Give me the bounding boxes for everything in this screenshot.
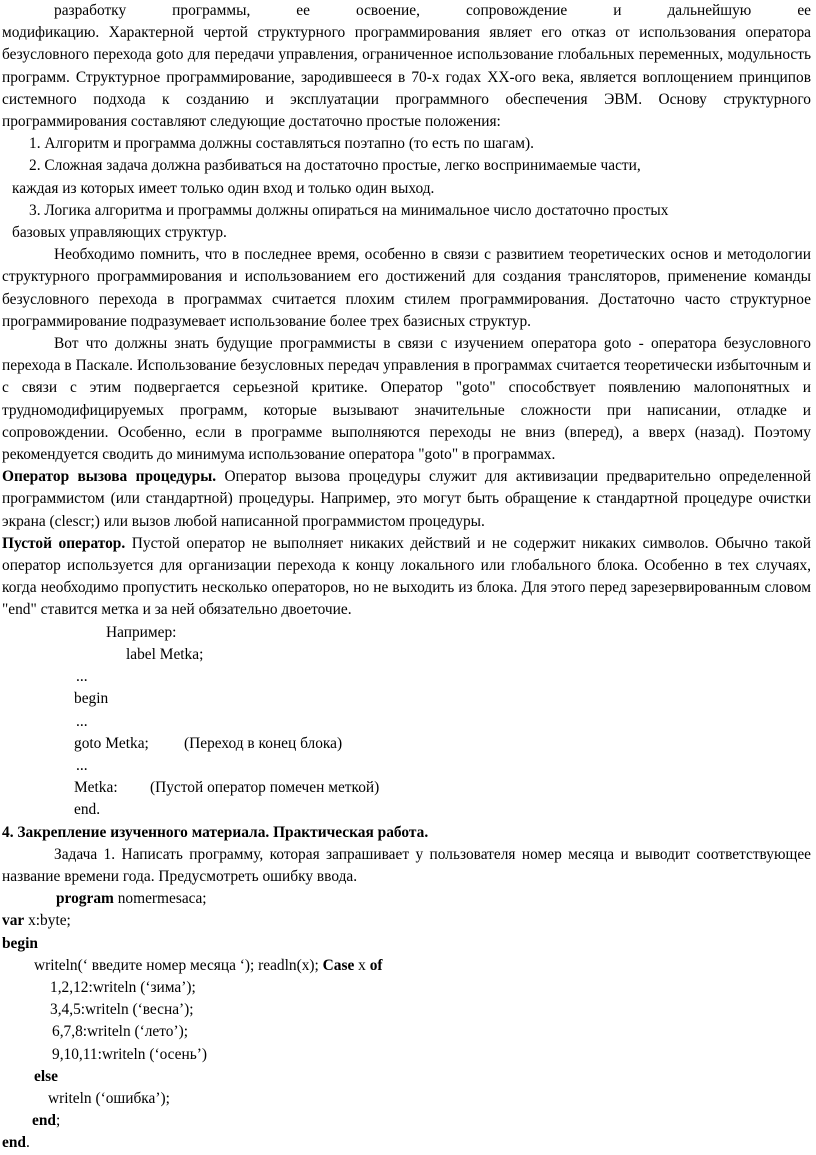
code-comment: (Переход в конец блока): [184, 734, 343, 752]
term-empty-operator: Пустой оператор.: [2, 534, 126, 552]
code-line: [2, 888, 811, 910]
code-line: label Metka;: [126, 645, 204, 663]
list-text: Сложная задача должна разбиваться на достаточно простые, легко воспринимаемые части,: [44, 157, 641, 175]
definition-text: Оператор вызова процедуры служит для активизации предварительно определенной программистом (или стандартной) процедуры. Например, это могут быть обращение к стандартной процедуре очистки экрана (clescr;) или вызов любой написанной программистом процедуры.: [2, 468, 811, 530]
task-statement: Задача 1. Написать программу, которая запрашивает у пользователя номер месяца и выводит соответствующее название времени года. Предусмотреть ошибку ввода.: [2, 845, 811, 885]
paragraph-text: модификацию. Характерной чертой структурного программирования являет его отказ от использования оператора безусловного перехода goto для передачи управления, ограниченное использование глобальных переменных, модульность программ. Структурное программирование, зародившееся в 70-х годах XX-ого века, является воплощением принципов системного подхода к созданию и эксплуатации программного обеспечения ЭВМ. Основу структурного программирования составляют следующие достаточно простые положения:: [2, 24, 811, 131]
code-text: writeln(‘ введите номер месяца ‘); readln(x);: [34, 956, 323, 974]
code-line: [2, 1110, 811, 1132]
paragraph-goto-style: Необходимо помнить, что в последнее время, особенно в связи с развитием теоретических основ и методологии структурного программирования и использованием его достижений для создания трансляторов, применение команды безусловного перехода в программах считается плохим стилем программирования. Достаточно часто структурное программирование подразумевает использование более трех базисных структур.: [2, 246, 811, 330]
pascal-program: [2, 888, 811, 1154]
definition-text: Пустой оператор не выполняет никаких действий и не содержит никаких символов. Обычно такой оператор используется для организации перехода к концу локального или глобального блока. Особенно в тех случаях, когда необходимо пропустить несколько операторов, но не выходить из блока. Для этого перед зарезервированным словом "end" ставится метка и за ней обязательно двоеточие.: [2, 534, 811, 619]
code-line: begin: [2, 934, 38, 952]
code-line: else: [34, 1067, 58, 1085]
example-intro: Например:: [106, 623, 177, 641]
keyword: of: [369, 956, 383, 974]
code-line: end.: [74, 801, 101, 819]
code-line: 1,2,12:writeln (‘зима’);: [50, 978, 196, 996]
code-line: ...: [76, 756, 88, 774]
keyword: program: [56, 890, 114, 908]
code-line: 9,10,11:writeln (‘осень’): [52, 1045, 208, 1063]
code-line: [2, 910, 811, 932]
code-line: ...: [76, 712, 88, 730]
code-statement: goto Metka;: [74, 734, 149, 752]
paragraph-first-line: разработку программы, ее освоение, сопровождение и дальнейшую ее: [54, 2, 811, 19]
paragraph-empty-operator: [2, 533, 811, 622]
code-text: x:byte;: [24, 912, 71, 930]
list-number: 2.: [29, 157, 41, 175]
code-line: [2, 733, 811, 755]
code-line: [2, 1132, 811, 1154]
list-number: 1.: [29, 135, 41, 153]
keyword: var: [2, 912, 25, 930]
section-heading: 4. Закрепление изученного материала. Практическая работа.: [2, 823, 429, 841]
paragraph-goto-critique: Вот что должны знать будущие программисты в связи с изучением оператора goto - оператора безусловного перехода в Паскале. Использование безусловных передач управления в программах считается теоретически избыточным и с связи с этим подвергается серьезной критике. Оператор "goto" способствует появлению малопонятных и трудномодифицируемых программ, которые вызывают значительные сложности при написании, отладке и сопровождении. Особенно, если в программе выполняются переходы не вниз (вперед), а вверх (назад). Поэтому рекомендуется сводить до минимума использование оператора "goto" в программах.: [2, 335, 811, 464]
code-text: nomermesaca;: [113, 890, 207, 908]
paragraph-structured-programming: [2, 0, 811, 133]
goto-example: [2, 622, 811, 822]
list-text: Логика алгоритма и программы должны опираться на минимальное число достаточно простых: [44, 201, 669, 219]
list-number: 3.: [29, 201, 41, 219]
code-line: [2, 955, 811, 977]
code-text: x: [354, 956, 370, 974]
list-item-continuation: базовых управляющих структур.: [12, 224, 227, 242]
code-line: ...: [76, 668, 88, 686]
keyword: end: [32, 1112, 56, 1130]
list-item: [2, 200, 811, 222]
paragraph-procedure-call: [2, 466, 811, 533]
code-text: ;: [55, 1112, 61, 1130]
keyword: Case: [322, 956, 355, 974]
list-text: Алгоритм и программа должны составляться поэтапно (то есть по шагам).: [44, 135, 534, 153]
code-line: begin: [74, 690, 109, 708]
code-line: writeln (‘ошибка’);: [48, 1089, 170, 1107]
code-line: 6,7,8:writeln (‘лето’);: [52, 1023, 189, 1041]
list-item: [2, 133, 811, 155]
code-line: [2, 777, 811, 799]
list-item: [2, 155, 811, 177]
principles-list: [2, 133, 811, 244]
code-statement: Metka:: [74, 779, 118, 797]
keyword: end: [2, 1134, 26, 1152]
list-item-continuation: каждая из которых имеет только один вход и только один выход.: [12, 179, 435, 197]
code-text: .: [25, 1134, 30, 1152]
code-line: 3,4,5:writeln (‘весна’);: [50, 1001, 194, 1019]
term-procedure-call: Оператор вызова процедуры.: [2, 468, 217, 486]
code-comment: (Пустой оператор помечен меткой): [150, 779, 380, 797]
